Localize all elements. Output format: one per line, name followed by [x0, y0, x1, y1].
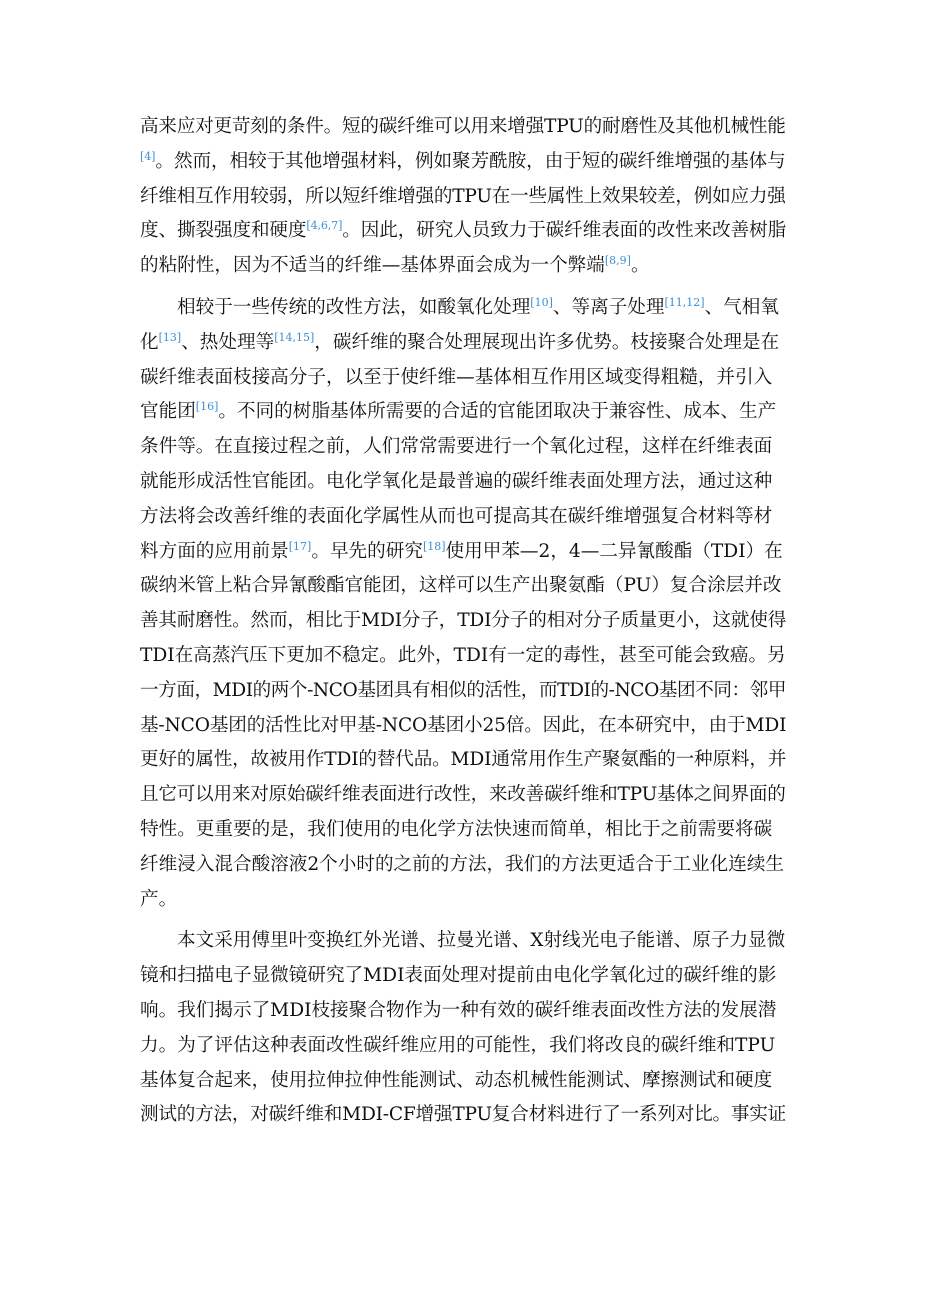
- citation-link[interactable]: [11,12]: [664, 295, 705, 309]
- citation-link[interactable]: [13]: [158, 330, 182, 344]
- text-run: 更好的属性，故被用作TDI的替代品。MDI通常用作生产聚氨酯的一种原料，并: [140, 749, 787, 771]
- text-run: 。因此，研究人员致力于碳纤维表面的改性来改善树脂: [342, 220, 787, 242]
- text-line: [140, 465, 786, 500]
- text-run: 测试的方法，对碳纤维和MDI-CF增强TPU复合材料进行了一系列对比。事实证: [140, 1104, 786, 1126]
- text-line: [140, 994, 786, 1029]
- citation-link[interactable]: [10]: [530, 295, 553, 309]
- text-run: 产。: [140, 888, 178, 910]
- text-line: [140, 180, 786, 215]
- paragraph: [140, 291, 786, 917]
- text-run: 就能形成活性官能团。电化学氧化是最普遍的碳纤维表面处理方法，通过这种: [140, 470, 773, 492]
- text-run: 度、撕裂强度和硬度: [140, 220, 307, 242]
- text-line: [140, 326, 786, 361]
- text-run: 且它可以用来对原始碳纤维表面进行改性，来改善碳纤维和TPU基体之间界面的: [140, 784, 786, 806]
- citation-link[interactable]: [8,9]: [604, 254, 631, 267]
- citation-link[interactable]: [4]: [140, 149, 156, 163]
- text-run: 条件等。在直接过程之前，人们常常需要进行一个氧化过程，这样在纤维表面: [140, 436, 773, 458]
- text-line: [140, 674, 786, 709]
- text-run: 、气相氧: [704, 296, 779, 318]
- paragraph: [140, 110, 786, 284]
- text-run: 料方面的应用前景: [140, 540, 289, 562]
- text-run: 使用甲苯—2，4—二异氰酸酯（TDI）在: [445, 540, 783, 562]
- text-line: [140, 639, 786, 674]
- text-run: 基体复合起来，使用拉伸拉伸性能测试、动态机械性能测试、摩擦测试和硬度: [140, 1069, 773, 1091]
- paragraph: [140, 924, 786, 1133]
- text-line: [140, 1029, 786, 1064]
- text-run: 碳纳米管上粘合异氰酸酯官能团，这样可以生产出聚氨酯（PU）复合涂层并改: [140, 575, 782, 597]
- text-line: [140, 500, 786, 535]
- text-run: ，碳纤维的聚合处理展现出许多优势。枝接聚合处理是在: [314, 331, 780, 353]
- text-run: 。不同的树脂基体所需要的合适的官能团取决于兼容性、成本、生产: [218, 401, 777, 423]
- text-line: [140, 145, 786, 180]
- text-run: 方法将会改善纤维的表面化学属性从而也可提高其在碳纤维增强复合材料等材: [140, 505, 773, 527]
- text-line: [140, 604, 786, 639]
- text-line: [140, 430, 786, 465]
- text-line: [140, 709, 786, 744]
- text-run: 基-NCO基团的活性比对甲基-NCO基团小25倍。因此，在本研究中，由于MDI: [140, 714, 787, 736]
- text-run: 响。我们揭示了MDI枝接聚合物作为一种有效的碳纤维表面改性方法的发展潜: [140, 999, 777, 1021]
- citation-link[interactable]: [14,15]: [274, 330, 315, 344]
- text-line: [140, 569, 786, 604]
- text-line: [140, 778, 786, 813]
- text-run: 。: [630, 255, 650, 277]
- text-run: 的粘附性，因为不适当的纤维—基体界面会成为一个弊端: [140, 255, 605, 277]
- text-run: 力。为了评估这种表面改性碳纤维应用的可能性，我们将改良的碳纤维和TPU: [140, 1034, 776, 1056]
- text-run: 、等离子处理: [552, 296, 665, 318]
- text-run: 纤维相互作用较弱，所以短纤维增强的TPU在一些属性上效果较差，例如应力强: [140, 185, 786, 207]
- text-run: 。然而，相较于其他增强材料，例如聚芳酰胺，由于短的碳纤维增强的基体与: [155, 150, 786, 172]
- text-run: 。早先的研究: [311, 540, 423, 562]
- text-run: 镜和扫描电子显微镜研究了MDI表面处理对提前由电化学氧化过的碳纤维的影: [140, 965, 777, 987]
- text-line: [140, 1064, 786, 1099]
- text-run: 化: [140, 331, 159, 353]
- text-run: 善其耐磨性。然而，相比于MDI分子，TDI分子的相对分子质量更小，这就使得: [140, 610, 787, 632]
- text-run: 特性。更重要的是，我们使用的电化学方法快速而简单，相比于之前需要将碳: [140, 818, 773, 840]
- text-line: [140, 883, 786, 918]
- body-text: [140, 110, 786, 1133]
- text-run: 本文采用傅里叶变换红外光谱、拉曼光谱、X射线光电子能谱、原子力显微: [177, 930, 786, 952]
- text-line: [140, 214, 786, 249]
- text-run: 碳纤维表面枝接高分子，以至于使纤维—基体相互作用区域变得粗糙，并引入: [140, 366, 773, 388]
- text-run: 、热处理等: [181, 331, 275, 353]
- text-line: [140, 848, 786, 883]
- citation-link[interactable]: [17]: [288, 539, 312, 553]
- text-line: [140, 395, 786, 430]
- text-line: [140, 743, 786, 778]
- text-run: 高来应对更苛刻的条件。短的碳纤维可以用来增强TPU的耐磨性及其他机械性能: [140, 116, 786, 137]
- citation-link[interactable]: [18]: [422, 539, 446, 553]
- text-line: [140, 361, 786, 396]
- text-run: 纤维浸入混合酸溶液2个小时的之前的方法，我们的方法更适合于工业化连续生: [140, 853, 785, 875]
- text-line: [140, 249, 786, 284]
- text-line: [140, 924, 786, 959]
- citation-link[interactable]: [16]: [195, 400, 219, 414]
- text-line: [140, 291, 786, 326]
- text-run: 一方面，MDI的两个-NCO基团具有相似的活性，而TDI的-NCO基团不同：邻甲: [140, 679, 786, 701]
- text-line: [140, 535, 786, 570]
- text-line: [140, 110, 786, 145]
- citation-link[interactable]: [4,6,7]: [306, 219, 343, 233]
- text-run: 官能团: [140, 401, 196, 423]
- text-line: [140, 1098, 786, 1133]
- text-line: [140, 813, 786, 848]
- text-run: TDI在高蒸汽压下更加不稳定。此外，TDI有一定的毒性，甚至可能会致癌。另: [140, 644, 786, 666]
- text-run: 相较于一些传统的改性方法，如酸氧化处理: [177, 296, 531, 318]
- text-line: [140, 959, 786, 994]
